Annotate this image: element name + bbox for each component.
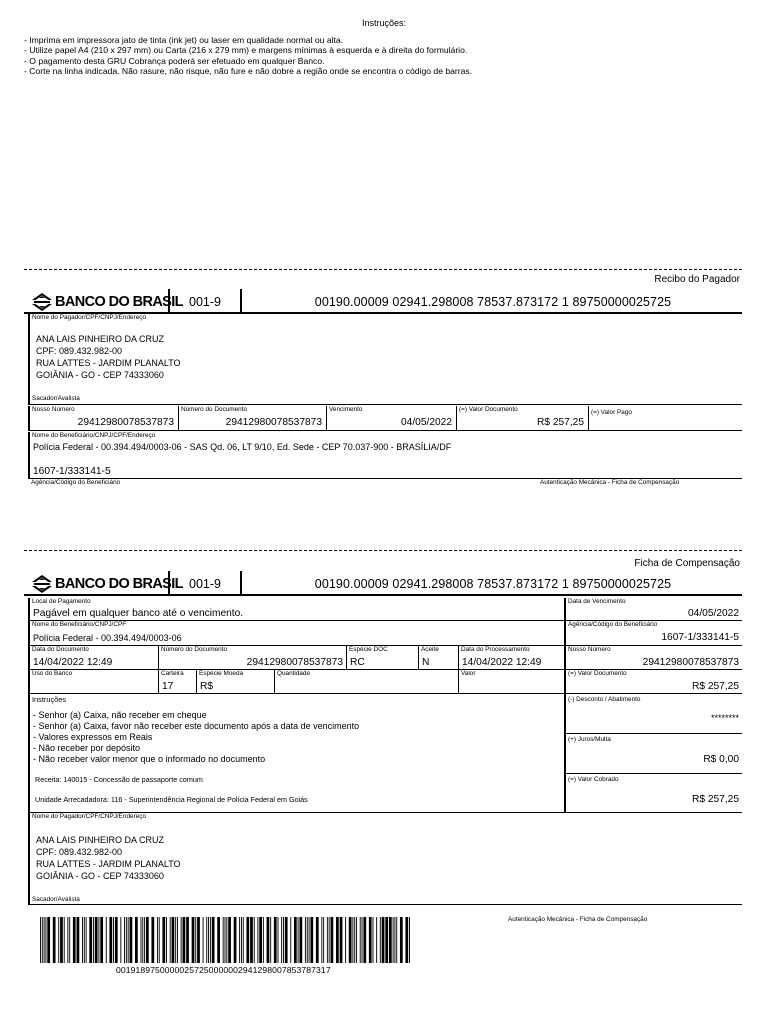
receipt-beneficiario-box <box>28 432 742 479</box>
barcode-bar <box>241 917 242 963</box>
barcode-bar <box>98 917 99 963</box>
barcode-bar <box>309 917 310 963</box>
barcode-bar <box>210 917 211 963</box>
barcode-bar <box>226 917 227 963</box>
barcode-bar <box>290 917 291 963</box>
valor-documento-box <box>564 670 742 694</box>
barcode-bar <box>376 917 377 963</box>
barcode-bar <box>369 917 372 963</box>
bank-code: 001-9 <box>168 289 242 314</box>
payer-cpf: CPF: 089.432.982-00 <box>36 847 123 857</box>
barcode-bar <box>354 917 355 963</box>
barcode-bar <box>47 917 50 963</box>
bank-logo <box>32 574 183 594</box>
data-vencimento-label: Data de Vencimento <box>568 598 626 605</box>
instruction-line: - Imprima em impressora jato de tinta (ink jet) ou laser em qualidade normal ou alta. <box>24 35 344 45</box>
receipt-payer-cpf: CPF: 089.432.982-00 <box>36 346 123 356</box>
instruction-line: - Corte na linha indicada. Não rasure, não risque, não fure e não dobre a região onde se encontra o código de barras. <box>24 66 473 77</box>
numero-documento-box <box>158 646 346 670</box>
instrucao-line: - Senhor (a) Caixa, não receber em cheque <box>33 710 207 720</box>
instrucao-line: - Valores expressos em Reais <box>33 732 153 742</box>
receipt-autenticacao-label: Autenticação Mecânica - Ficha de Compensação <box>540 479 680 486</box>
barcode-bar <box>285 917 288 963</box>
cut-line <box>24 550 742 551</box>
barcode-bar <box>360 917 361 963</box>
desconto-label: (-) Desconto / Abatimento <box>568 696 641 703</box>
agencia-label: Agência/Código do Beneficiário <box>568 621 658 628</box>
receipt-vencimento: 04/05/2022 <box>401 417 452 428</box>
uso-banco-box <box>28 670 158 694</box>
beneficiario-label: Nome do Beneficiário/CNPJ/CPF/Endereço <box>32 432 156 439</box>
desconto: ******** <box>710 713 739 723</box>
especie-doc-box <box>346 646 418 670</box>
barcode-bar <box>192 917 195 963</box>
barcode-bar <box>327 917 328 963</box>
barcode-bar <box>45 917 46 963</box>
receipt-payer-label: Nome do Pagador/CPF/CNPJ/Endereço <box>32 314 147 321</box>
barcode-bar <box>120 917 121 963</box>
receipt-numero-documento-box <box>178 406 326 431</box>
nosso-numero: 29412980078537873 <box>642 657 739 668</box>
receipt-valor-documento-box <box>456 406 588 431</box>
barcode-bar <box>181 917 182 963</box>
receipt-nosso-numero-box <box>28 406 178 431</box>
barcode <box>40 917 410 963</box>
barcode-bar <box>380 917 381 963</box>
numero-documento: 29412980078537873 <box>246 657 343 668</box>
barcode-bar <box>186 917 189 963</box>
quantidade-label: Quantidade <box>277 670 311 677</box>
barcode-bar <box>162 917 165 963</box>
data-vencimento: 04/05/2022 <box>688 608 739 619</box>
payer-label: Nome do Pagador/CPF/CNPJ/Endereço <box>32 813 147 820</box>
barcode-bar <box>283 917 284 963</box>
barcode-bar <box>60 917 63 963</box>
numero-documento-label: Número do Documento <box>161 646 228 653</box>
barcode-bar <box>263 917 264 963</box>
receipt-payer-address: RUA LATTES - JARDIM PLANALTO <box>36 358 181 368</box>
barcode-bar <box>234 917 237 963</box>
barcode-bar <box>254 917 255 963</box>
barcode-bar <box>84 917 85 963</box>
agencia-box <box>564 621 742 646</box>
beneficiario-label: Nome do Beneficiário/CNPJ/CPF <box>32 621 127 628</box>
instructions-title: Instruções: <box>361 18 407 28</box>
quantidade-box <box>274 670 458 694</box>
barcode-bar <box>307 917 308 963</box>
beneficiario-box <box>28 621 564 646</box>
payer-address: RUA LATTES - JARDIM PLANALTO <box>36 859 181 869</box>
numero-documento-label: Número do Documento <box>181 406 248 413</box>
payer-city: GOIÂNIA - GO - CEP 74333060 <box>36 871 164 881</box>
barcode-bar <box>170 917 171 963</box>
barcode-number: 00191897500000257250000002941298007853787317 <box>116 965 331 975</box>
barcode-bar <box>195 917 196 963</box>
instructions-list <box>24 35 472 77</box>
juros: R$ 0,00 <box>703 754 739 765</box>
barcode-bar <box>172 917 175 963</box>
vencimento-label: Vencimento <box>329 406 363 413</box>
nosso-numero-box <box>564 646 742 670</box>
barcode-bar <box>243 917 244 963</box>
especie-moeda-label: Espécie Moeda <box>199 670 244 677</box>
instrucoes-label: Instruções <box>32 695 67 704</box>
receipt-valor-documento: R$ 257,25 <box>536 417 584 428</box>
aceite: N <box>422 657 430 668</box>
desconto-box <box>564 694 742 734</box>
barcode-bar <box>197 917 200 963</box>
barcode-bar <box>382 917 385 963</box>
bank-name: BANCO DO BRASIL <box>55 576 183 592</box>
barcode-bar <box>159 917 160 963</box>
barcode-bar <box>151 917 154 963</box>
uso-banco-label: Uso do Banco <box>32 670 73 677</box>
barcode-bar <box>135 917 138 963</box>
digitable-line: 00190.00009 02941.298008 78537.873172 1 89750000025725 <box>314 576 672 591</box>
receipt-beneficiario: Polícia Federal - 00.394.494/0003-06 - SAS Qd. 06, LT 9/10, Ed. Sede - CEP 70.037-900 - BRASÍLIA/DF <box>33 442 452 452</box>
data-processamento-box <box>458 646 564 670</box>
barcode-bar <box>270 917 271 963</box>
banco-do-brasil-logo-icon <box>32 293 52 311</box>
payer-name: ANA LAIS PINHEIRO DA CRUZ <box>36 835 165 845</box>
beneficiario: Polícia Federal - 00.394.494/0003-06 <box>33 633 182 643</box>
barcode-bar <box>82 917 83 963</box>
compensation-bank-header <box>24 571 742 596</box>
receipt-payer-city: GOIÂNIA - GO - CEP 74333060 <box>36 370 164 380</box>
barcode-bar <box>281 917 282 963</box>
compensation-payer-box <box>28 813 742 905</box>
barcode-bar <box>113 917 114 963</box>
data-vencimento-box <box>564 598 742 621</box>
barcode-bar <box>77 917 80 963</box>
valor-box <box>458 670 564 694</box>
barcode-bar <box>212 917 215 963</box>
barcode-bar <box>64 917 65 963</box>
sacador-label: Sacador/Avalista <box>32 896 80 903</box>
valor-documento-label: (=) Valor Documento <box>568 670 627 677</box>
valor-cobrado-label: (=) Valor Cobrado <box>568 776 619 783</box>
receipt-nosso-numero: 29412980078537873 <box>77 417 174 428</box>
barcode-bar <box>393 917 394 963</box>
barcode-bar <box>316 917 319 963</box>
barcode-bar <box>44 917 45 963</box>
barcode-bar <box>124 917 125 963</box>
valor-pago-label: (=) Valor Pago <box>591 409 632 416</box>
aceite-box <box>418 646 458 670</box>
barcode-bar <box>208 917 209 963</box>
barcode-bar <box>400 917 403 963</box>
valor-documento: R$ 257,25 <box>691 681 739 692</box>
barcode-bar <box>146 917 149 963</box>
instrucao-line: - Senhor (a) Caixa, favor não receber este documento após a data de vencimento <box>33 721 360 731</box>
local-pagamento-label: Local de Pagamento <box>32 598 91 605</box>
barcode-bar <box>274 917 277 963</box>
barcode-bar <box>42 917 43 963</box>
bank-code: 001-9 <box>168 571 242 596</box>
compensation-autenticacao-label: Autenticação Mecânica - Ficha de Compensação <box>508 916 648 923</box>
barcode-bar <box>67 917 68 963</box>
barcode-bar <box>352 917 353 963</box>
barcode-bar <box>89 917 92 963</box>
barcode-bar <box>331 917 334 963</box>
barcode-bar <box>175 917 176 963</box>
barcode-bar <box>126 917 127 963</box>
data-processamento-label: Data do Processamento <box>461 646 530 653</box>
receipt-agencia-label: Agência/Código do Beneficiário <box>31 479 121 486</box>
barcode-bar <box>140 917 141 963</box>
bank-logo <box>32 292 183 312</box>
bank-name: BANCO DO BRASIL <box>55 294 183 310</box>
barcode-bar <box>130 917 133 963</box>
barcode-bar <box>389 917 392 963</box>
valor-label: Valor <box>461 670 476 677</box>
barcode-bar <box>323 917 324 963</box>
barcode-bar <box>373 917 374 963</box>
barcode-bar <box>299 917 302 963</box>
barcode-bar <box>250 917 253 963</box>
barcode-bar <box>109 917 112 963</box>
barcode-bar <box>203 917 204 963</box>
receipt-agencia-codigo: 1607-1/333141-5 <box>33 466 111 477</box>
carteira: 17 <box>162 681 174 692</box>
local-pagamento: Pagável em qualquer banco até o vencimento. <box>33 608 244 619</box>
receita: Receita: 140015 - Concessão de passaporte comum <box>35 775 203 784</box>
barcode-bar <box>349 917 352 963</box>
juros-label: (+) Juros/Multa <box>568 736 611 743</box>
barcode-bar <box>336 917 339 963</box>
barcode-bar <box>95 917 98 963</box>
receipt-payer-name: ANA LAIS PINHEIRO DA CRUZ <box>36 334 165 344</box>
especie-moeda-box <box>196 670 274 694</box>
barcode-bar <box>405 917 408 963</box>
barcode-bar <box>225 917 226 963</box>
barcode-bar <box>128 917 129 963</box>
barcode-bar <box>53 917 56 963</box>
barcode-bar <box>157 917 158 963</box>
instrucoes-box <box>28 694 564 813</box>
barcode-bar <box>58 917 59 963</box>
barcode-bar <box>183 917 186 963</box>
data-documento-box <box>28 646 158 670</box>
barcode-bar <box>362 917 363 963</box>
barcode-bar <box>206 917 207 963</box>
especie-doc: RC <box>350 657 365 668</box>
barcode-bar <box>239 917 240 963</box>
barcode-bar <box>93 917 94 963</box>
carteira-label: Carteira <box>161 670 184 677</box>
receipt-section-label: Recibo do Pagador <box>654 274 740 285</box>
barcode-bar <box>267 917 270 963</box>
aceite-label: Aceite <box>421 646 439 653</box>
barcode-bar <box>40 917 41 963</box>
barcode-bar <box>223 917 224 963</box>
barcode-bar <box>385 917 388 963</box>
barcode-bar <box>259 917 262 963</box>
instrucao-line: - Não receber valor menor que o informado no documento <box>33 754 266 764</box>
especie-moeda: R$ <box>200 681 214 692</box>
receipt-payer-box <box>28 314 742 405</box>
barcode-bar <box>228 917 231 963</box>
receipt-vencimento-box <box>326 406 456 431</box>
agencia-codigo: 1607-1/333141-5 <box>661 632 739 643</box>
barcode-bar <box>298 917 299 963</box>
barcode-bar <box>142 917 143 963</box>
valor-cobrado: R$ 257,25 <box>691 794 739 805</box>
receipt-valor-pago-box <box>588 406 742 431</box>
receipt-numero-documento: 29412980078537873 <box>225 417 322 428</box>
barcode-bar <box>345 917 346 963</box>
banco-do-brasil-logo-icon <box>32 575 52 593</box>
valor-cobrado-box <box>564 774 742 813</box>
instrucao-line: - Não receber por depósito <box>33 743 141 753</box>
instruction-line: - Utilize papel A4 (210 x 297 mm) ou Carta (216 x 279 mm) e margens mínimas à esquerda e à direita do formulário. <box>24 45 468 56</box>
barcode-bar <box>166 917 167 963</box>
nosso-numero-label: Nosso Número <box>32 406 75 413</box>
barcode-bar <box>294 917 297 963</box>
barcode-bar <box>409 917 410 963</box>
cut-line <box>24 269 742 270</box>
barcode-bar <box>356 917 357 963</box>
barcode-bar <box>363 917 366 963</box>
barcode-bar <box>115 917 118 963</box>
juros-box <box>564 734 742 774</box>
data-documento-label: Data do Documento <box>32 646 89 653</box>
barcode-bar <box>329 917 330 963</box>
digitable-line: 00190.00009 02941.298008 78537.873172 1 89750000025725 <box>314 294 672 309</box>
barcode-bar <box>100 917 103 963</box>
local-pagamento-box <box>28 598 564 621</box>
barcode-bar <box>106 917 107 963</box>
carteira-box <box>158 670 196 694</box>
barcode-bar <box>144 917 145 963</box>
barcode-bar <box>177 917 178 963</box>
barcode-bar <box>69 917 70 963</box>
data-documento: 14/04/2022 12:49 <box>33 657 113 668</box>
barcode-bar <box>217 917 220 963</box>
barcode-bar <box>396 917 397 963</box>
instruction-line: - O pagamento desta GRU Cobrança poderá ser efetuado em qualquer Banco. <box>24 55 325 66</box>
barcode-bar <box>246 917 249 963</box>
especie-doc-label: Espécie DOC <box>349 646 388 653</box>
barcode-bar <box>278 917 279 963</box>
barcode-bar <box>305 917 306 963</box>
barcode-bar <box>394 917 395 963</box>
receipt-bank-header <box>24 289 742 314</box>
barcode-bar <box>86 917 87 963</box>
barcode-bar <box>257 917 258 963</box>
valor-documento-label: (=) Valor Documento <box>459 406 518 413</box>
unidade-arrecadadora: Unidade Arrecadadora: 116 - Superintendência Regional de Polícia Federal em Goiás <box>35 795 308 804</box>
data-processamento: 14/04/2022 12:49 <box>462 657 542 668</box>
compensation-section-label: Ficha de Compensação <box>634 558 740 569</box>
nosso-numero-label: Nosso Número <box>568 646 611 653</box>
barcode-bar <box>321 917 322 963</box>
barcode-bar <box>73 917 76 963</box>
barcode-bar <box>310 917 313 963</box>
receipt-sacador-label: Sacador/Avalista <box>32 395 80 402</box>
barcode-bar <box>340 917 343 963</box>
